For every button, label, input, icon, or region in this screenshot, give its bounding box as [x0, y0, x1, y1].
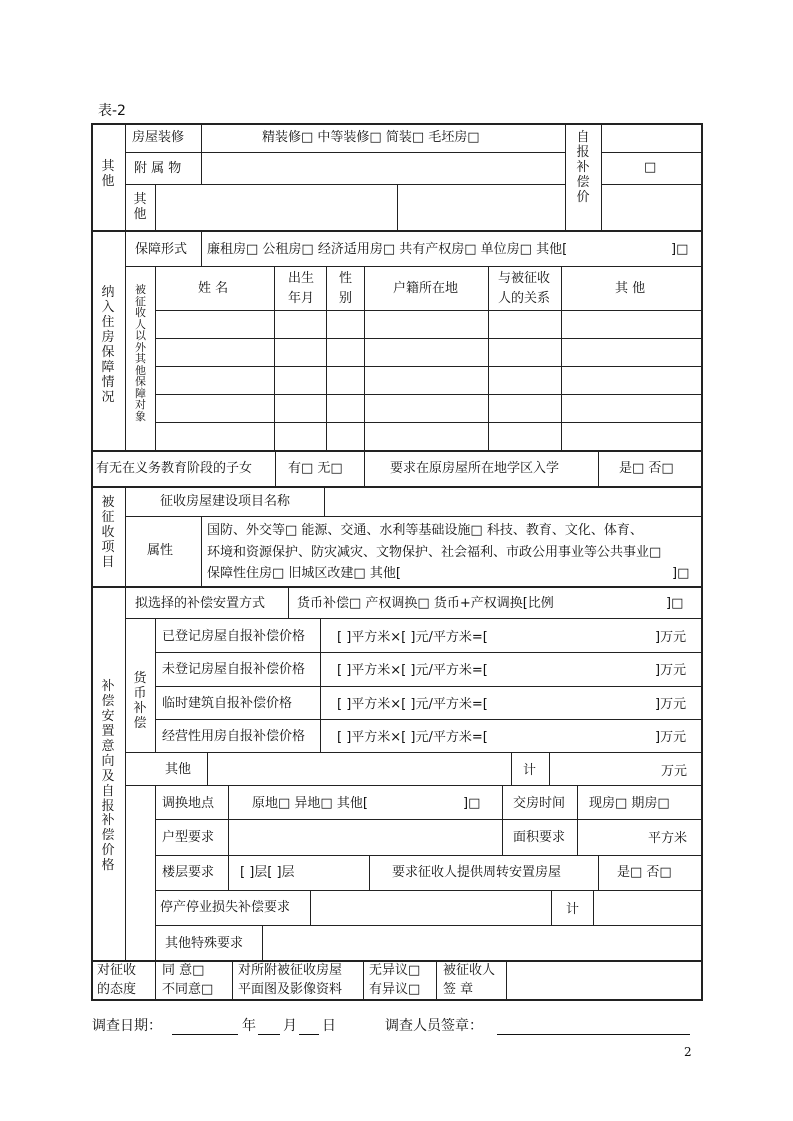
project-nature-end[interactable]: ]□ [672, 566, 690, 581]
location-options[interactable]: 原地□ 异地□ 其他[ [252, 796, 368, 811]
project-nature-line2[interactable]: 环境和资源保护、防灾减灾、文物保护、社会福利、市政公用事业等公共事业□ [207, 545, 662, 560]
col-birth-2: 年月 [288, 291, 315, 306]
plan-label-2: 平面图及影像资料 [238, 982, 343, 997]
project-name-label: 征收房屋建设项目名称 [160, 494, 291, 509]
compensation-title: 补 偿 安 置 意 向 及 自 报 补 偿 价 格 [101, 679, 115, 874]
loss-total-label: 计 [566, 902, 580, 917]
other-beneficiaries-label: 被 征 收 人 以 外 其 他 保 障 对 象 [135, 283, 146, 424]
col-name: 姓 名 [198, 281, 229, 296]
transition-label: 要求征收人提供周转安置房屋 [392, 865, 562, 880]
no-objection-option[interactable]: 无异议□ [369, 963, 421, 978]
housing-security-title: 纳 入 住 房 保 障 情 况 [101, 285, 115, 405]
transition-options[interactable]: 是□ 否□ [617, 865, 672, 880]
project-nature-line1[interactable]: 国防、外交等□ 能源、交通、水利等基础设施□ 科技、教育、文化、体育、 [207, 523, 643, 538]
month-field[interactable] [258, 1034, 280, 1035]
agree-option[interactable]: 同 意□ [162, 963, 205, 978]
comp-row-unit: ]万元 [655, 697, 687, 712]
delivery-label: 交房时间 [513, 796, 566, 811]
delivery-options[interactable]: 现房□ 期房□ [589, 796, 670, 811]
page-number: 2 [684, 1045, 692, 1059]
attach-checkbox[interactable]: □ [644, 160, 657, 175]
attitude-label-2: 的态度 [97, 982, 137, 997]
comp-row-formula[interactable]: [ ]平方米×[ ]元/平方米=[ [337, 630, 488, 645]
col-gender-1: 性 [339, 271, 353, 286]
project-nature-label: 属性 [147, 543, 174, 558]
decoration-options[interactable]: 精装修□ 中等装修□ 简装□ 毛坯房□ [262, 130, 480, 145]
education-question: 有无在义务教育阶段的子女 [96, 461, 253, 476]
comp-row-label: 经营性用房自报补偿价格 [162, 729, 306, 744]
col-other: 其 他 [615, 281, 646, 296]
education-req-options[interactable]: 是□ 否□ [619, 461, 674, 476]
area-label: 面积要求 [513, 830, 566, 845]
col-relation-2: 人的关系 [498, 291, 551, 306]
comp-row-unit: ]万元 [655, 663, 687, 678]
attachments-label: 附 属 物 [134, 161, 182, 176]
comp-row-formula[interactable]: [ ]平方米×[ ]元/平方米=[ [337, 697, 488, 712]
disagree-option[interactable]: 不同意□ [162, 982, 214, 997]
comp-row-label: 未登记房屋自报补偿价格 [162, 662, 306, 677]
comp-row-formula[interactable]: [ ]平方米×[ ]元/平方米=[ [337, 730, 488, 745]
col-hukou: 户籍所在地 [393, 281, 459, 296]
other-sub-label: 其 他 [133, 192, 147, 222]
attitude-label-1: 对征收 [97, 963, 137, 978]
comp-row-label: 已登记房屋自报补偿价格 [162, 629, 306, 644]
security-form-label: 保障形式 [135, 242, 188, 257]
investigator-signature-field[interactable] [497, 1034, 690, 1035]
location-end[interactable]: ]□ [463, 796, 481, 811]
monetary-label: 货 币 补 偿 [133, 671, 147, 731]
col-relation-1: 与被征收 [498, 271, 551, 286]
education-requirement: 要求在原房屋所在地学区入学 [390, 461, 560, 476]
year-field[interactable] [172, 1034, 238, 1035]
comp-row-formula[interactable]: [ ]平方米×[ ]元/平方米=[ [337, 663, 488, 678]
signature-label-1: 被征收人 [443, 963, 496, 978]
method-label: 拟选择的补偿安置方式 [135, 596, 266, 611]
comp-other-label: 其他 [165, 762, 192, 777]
special-label: 其他特殊要求 [165, 936, 244, 951]
year-label: 年 [242, 1018, 256, 1034]
self-report-label: 自 报 补 偿 价 [576, 130, 590, 205]
location-label: 调换地点 [162, 796, 215, 811]
type-label: 户型要求 [162, 830, 215, 845]
floor-value[interactable]: [ ]层[ ]层 [240, 865, 295, 880]
col-gender-2: 别 [339, 291, 353, 306]
education-options[interactable]: 有□ 无□ [288, 461, 343, 476]
investigator-label: 调查人员签章： [385, 1018, 483, 1034]
security-form-options[interactable]: 廉租房□ 公租房□ 经济适用房□ 共有产权房□ 单位房□ 其他[ [207, 242, 568, 257]
security-form-end[interactable]: ]□ [671, 242, 689, 257]
day-label: 日 [322, 1018, 336, 1034]
comp-row-unit: ]万元 [655, 730, 687, 745]
project-title: 被 征 收 项 目 [101, 495, 115, 570]
loss-label: 停产停业损失补偿要求 [160, 900, 291, 915]
plan-label-1: 对所附被征收房屋 [238, 963, 343, 978]
table-label: 表-2 [98, 103, 126, 119]
floor-label: 楼层要求 [162, 865, 215, 880]
signature-label-2: 签 章 [443, 982, 474, 997]
col-birth-1: 出生 [288, 271, 315, 286]
comp-row-label: 临时建筑自报补偿价格 [162, 696, 293, 711]
decoration-label: 房屋装修 [132, 130, 185, 145]
survey-date-label: 调查日期： [92, 1018, 162, 1034]
other-section-title: 其 他 [101, 159, 115, 189]
month-label: 月 [283, 1018, 297, 1034]
project-nature-line3[interactable]: 保障性住房□ 旧城区改建□ 其他[ [207, 566, 401, 581]
method-end[interactable]: ]□ [666, 596, 684, 611]
comp-row-unit: ]万元 [655, 630, 687, 645]
objection-option[interactable]: 有异议□ [369, 982, 421, 997]
comp-total-label: 计 [523, 763, 537, 778]
method-options[interactable]: 货币补偿□ 产权调换□ 货币+产权调换[比例 [297, 596, 554, 611]
day-field[interactable] [299, 1034, 319, 1035]
area-unit: 平方米 [648, 831, 688, 846]
comp-total-unit: 万元 [661, 764, 688, 779]
